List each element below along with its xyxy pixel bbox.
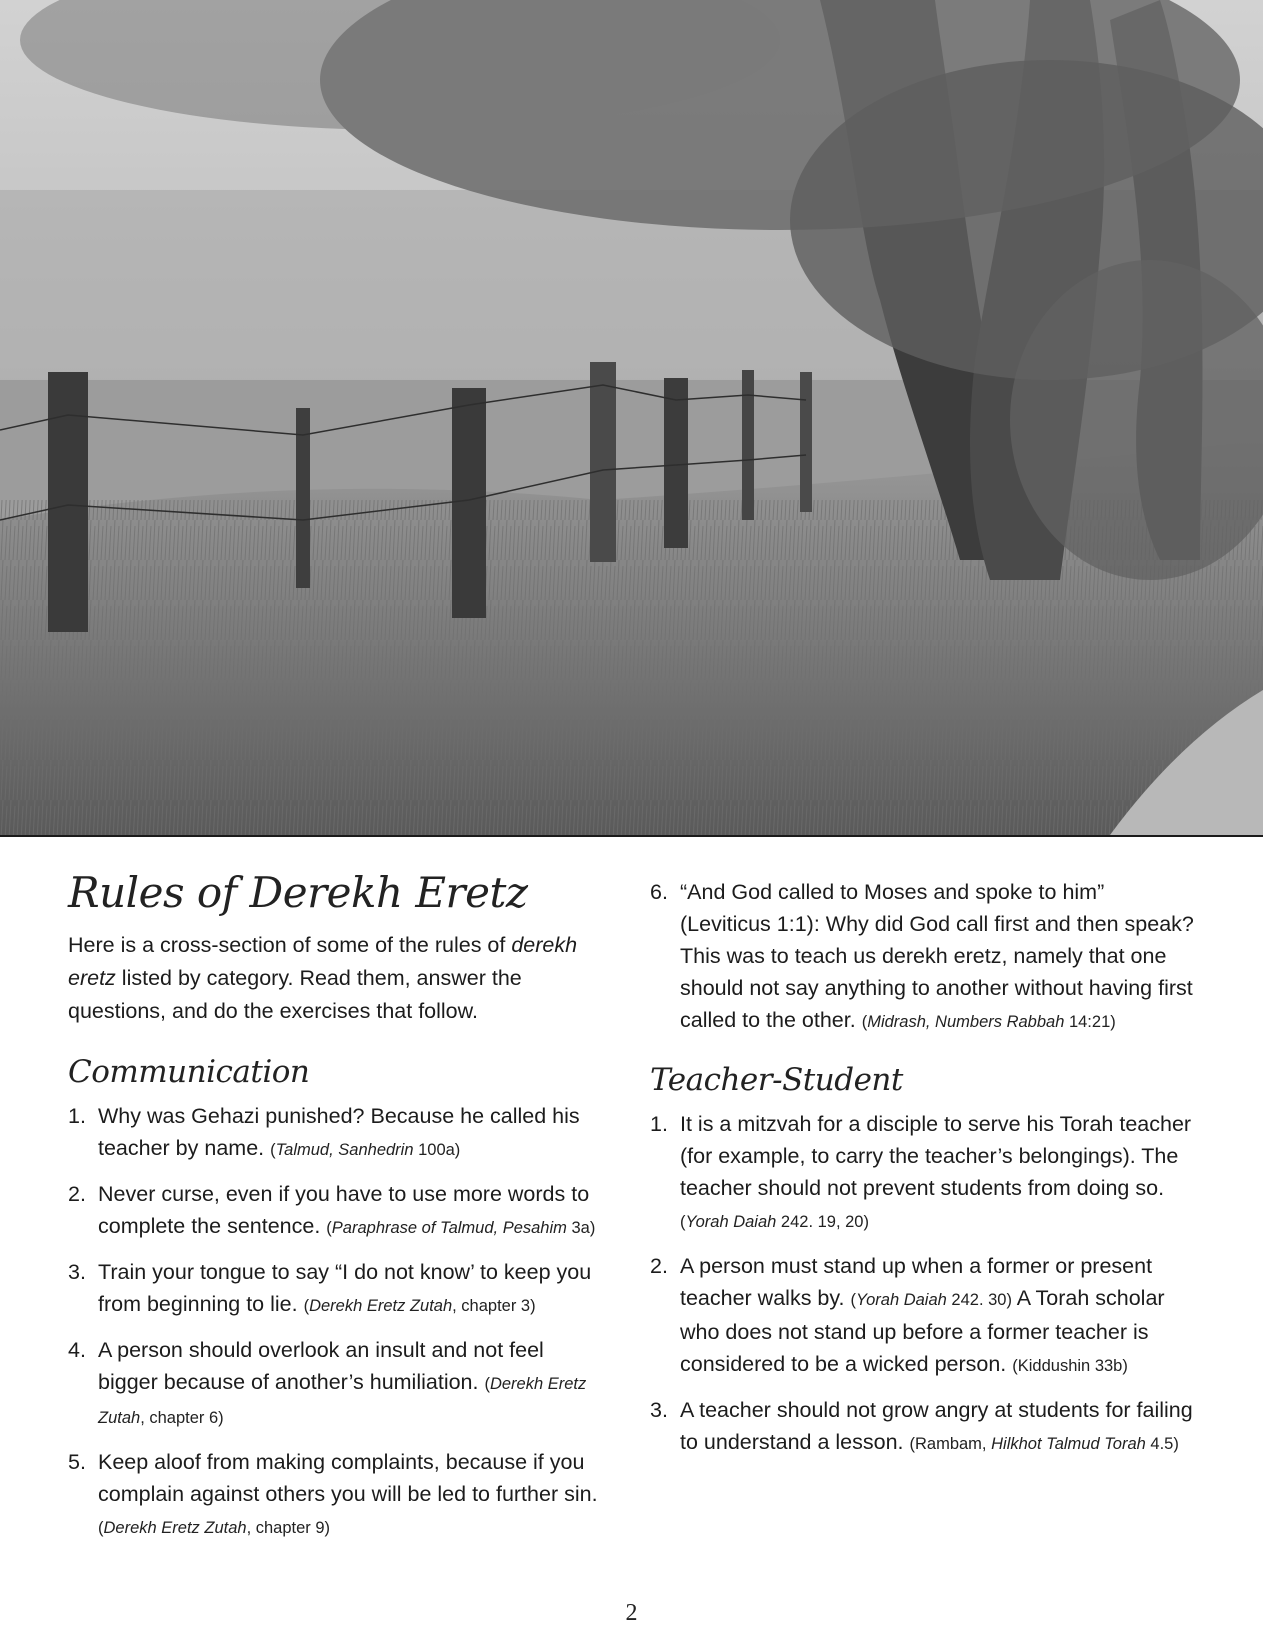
- citation: (Yorah Daiah 242. 19, 20): [680, 1213, 869, 1231]
- list-item: 3. A teacher should not grow angry at students for failing to understand a lesson. (Rambam, Hilkhot Talmud Torah 4.5): [650, 1398, 1193, 1454]
- page-number: 2: [625, 1600, 638, 1626]
- section-heading-teacher-student: Teacher-Student: [650, 1062, 903, 1098]
- left-column: [68, 868, 608, 1556]
- teacher-student-rules-list: [650, 1108, 1195, 1460]
- section-heading-communication: Communication: [68, 1054, 310, 1090]
- citation: (Kiddushin 33b): [1012, 1357, 1128, 1375]
- list-item: 1. It is a mitzvah for a disciple to serve his Torah teacher (for example, to carry the teacher’s belongings). The teacher should not prevent students from doing so. (Yorah Daiah 242. 19, 20): [650, 1112, 1192, 1231]
- citation: (Paraphrase of Talmud, Pesahim 3a): [326, 1219, 596, 1237]
- communication-rules-continued: [650, 876, 1195, 1038]
- citation: (Yorah Daiah 242. 30): [850, 1291, 1012, 1309]
- list-item: 6. “And God called to Moses and spoke to him” (Leviticus 1:1): Why did God call first and then speak? This was to teach us derekh eretz, namely that one should not say anything to another without having first called to the other. (Midrash, Numbers Rabbah 14:21): [650, 880, 1194, 1032]
- list-item: 1. Why was Gehazi punished? Because he called his teacher by name. (Talmud, Sanhedrin 100a): [68, 1104, 580, 1160]
- communication-rules-list: [68, 1100, 608, 1544]
- citation: (Derekh Eretz Zutah, chapter 6): [98, 1375, 587, 1427]
- citation: (Midrash, Numbers Rabbah 14:21): [861, 1013, 1116, 1031]
- list-item: 2. A person must stand up when a former or present teacher walks by. (Yorah Daiah 242. 30) A Torah scholar who does not stand up before a former teacher is considered to be a wicked person. (Kiddushin 33b): [650, 1254, 1165, 1376]
- citation: (Talmud, Sanhedrin 100a): [270, 1141, 461, 1159]
- page-title: Rules of Derekh Eretz: [68, 868, 528, 917]
- list-item: 2. Never curse, even if you have to use more words to complete the sentence. (Paraphrase of Talmud, Pesahim 3a): [68, 1182, 596, 1238]
- right-column: [650, 876, 1195, 1472]
- citation: (Rambam, Hilkhot Talmud Torah 4.5): [909, 1435, 1179, 1453]
- list-item: 5. Keep aloof from making complaints, because if you complain against others you will be led to further sin. (Derekh Eretz Zutah, chapter 9): [68, 1450, 598, 1537]
- intro-paragraph: Here is a cross-section of some of the rules of derekh eretz listed by category. Read them, answer the questions, and do the exercises that follow.: [68, 933, 578, 1023]
- citation: (Derekh Eretz Zutah, chapter 9): [98, 1519, 331, 1537]
- citation: (Derekh Eretz Zutah, chapter 3): [303, 1297, 536, 1315]
- list-item: 4. A person should overlook an insult and not feel bigger because of another’s humiliation. (Derekh Eretz Zutah, chapter 6): [68, 1338, 587, 1427]
- list-item: 3. Train your tongue to say “I do not know’ to keep you from beginning to lie. (Derekh Eretz Zutah, chapter 3): [68, 1260, 592, 1316]
